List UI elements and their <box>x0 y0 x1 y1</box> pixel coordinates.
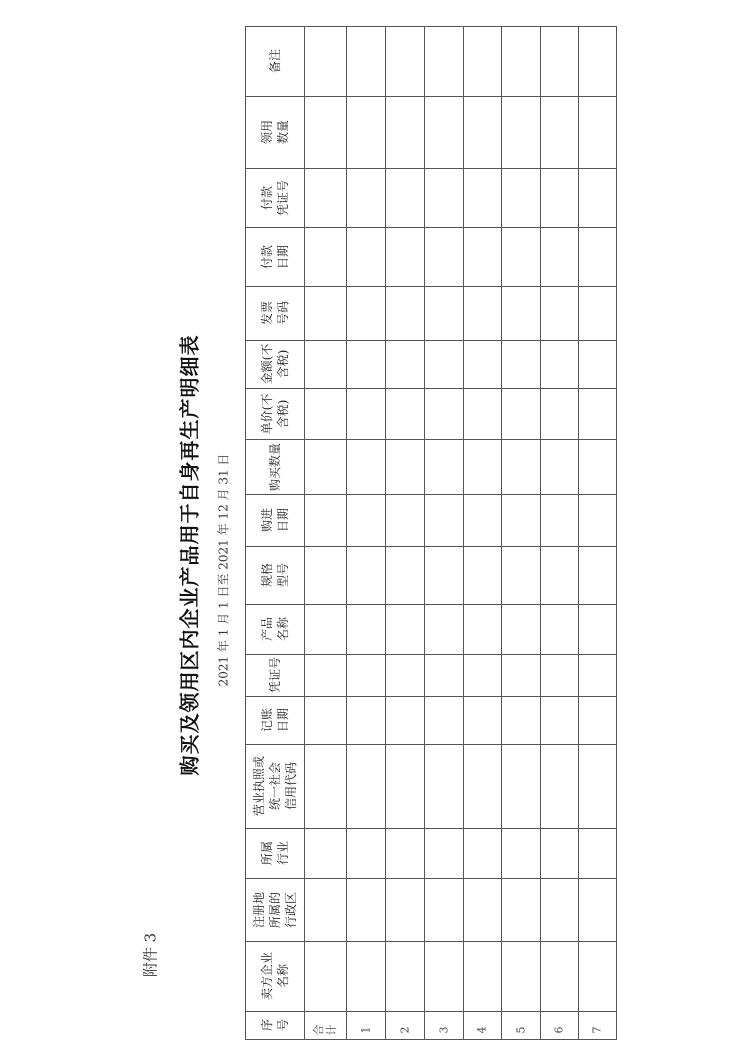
column-header-seller-name: 卖方企业 名称 <box>259 951 290 1001</box>
column-header-credit-code: 营业执照或 统一社会 信用代码 <box>251 755 298 817</box>
column-header-unit-price: 单价(不 含税) <box>259 393 290 434</box>
attachment-label: 附件 3 <box>141 932 160 978</box>
column-header-specification: 规格 型号 <box>259 562 290 588</box>
column-header-used-quantity: 领用 数量 <box>259 119 290 145</box>
row-label: 5 <box>514 1026 527 1034</box>
column-header-product-name: 产品 名称 <box>259 616 290 642</box>
column-header-payment-voucher: 付款 凭证号 <box>259 179 290 216</box>
column-header-invoice-number: 发票 号码 <box>259 300 290 326</box>
report-period: 2021 年 1 月 1 日至 2021 年 12 月 31 日 <box>216 453 231 687</box>
column-header-amount: 金额(不 含税) <box>259 343 290 385</box>
page-title: 购买及领用区内企业产品用于自身再生产明细表 <box>177 334 202 776</box>
column-header-voucher-number: 凭证号 <box>267 656 282 694</box>
column-header-purchase-date: 购进 日期 <box>259 507 290 533</box>
row-label: 4 <box>475 1026 489 1034</box>
row-label: 6 <box>552 1026 566 1034</box>
row-label-total: 合 计 <box>312 1024 338 1036</box>
column-header-district: 注册地 所属的 行政区 <box>251 891 298 928</box>
column-header-purchase-quantity: 购买数量 <box>267 442 282 491</box>
detail-table <box>245 26 617 1040</box>
row-label: 7 <box>590 1026 604 1034</box>
row-label: 3 <box>437 1026 450 1034</box>
column-header-posting-date: 记账 日期 <box>259 707 290 733</box>
row-label: 1 <box>359 1026 372 1034</box>
row-label: 2 <box>398 1026 411 1034</box>
column-header-industry: 所属 行业 <box>259 840 290 866</box>
column-header-serial-number: 序 号 <box>259 1018 290 1032</box>
column-header-remarks: 备注 <box>267 48 282 74</box>
column-header-payment-date: 付款 日期 <box>259 244 290 269</box>
